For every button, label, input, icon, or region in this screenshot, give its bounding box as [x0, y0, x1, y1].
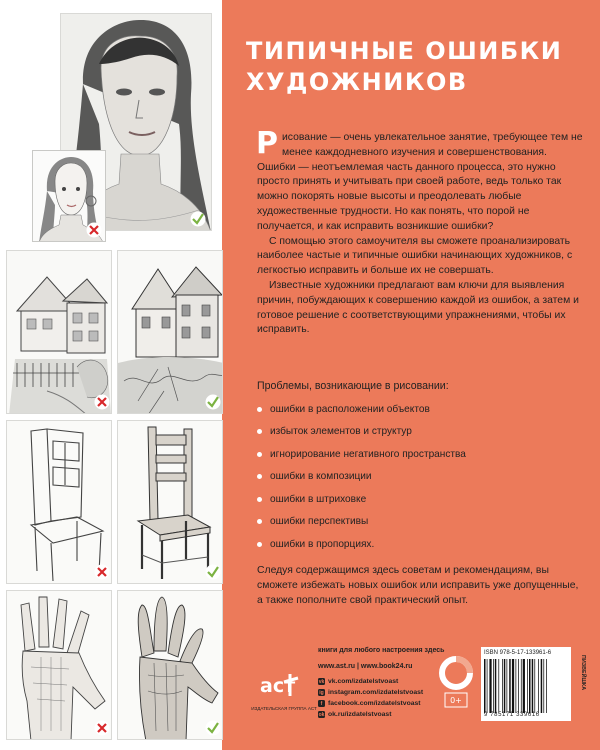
cross-icon: [85, 221, 103, 239]
list-item: ошибки в пропорциях.: [253, 533, 583, 556]
orange-panel: [222, 0, 600, 750]
problems-heading: Проблемы, возникающие в рисовании:: [257, 380, 449, 392]
svg-text:0+: 0+: [450, 696, 462, 705]
instagram-icon: ig: [319, 689, 324, 696]
intro-paragraph-2: С помощью этого самоучителя вы сможете проанализировать наиболее частые и типичные ошибки начинающих художников, с легкостью исправить и больше их не совершать.: [257, 235, 573, 277]
facebook-icon: f: [318, 700, 325, 707]
list-item: избыток элементов и структур: [253, 421, 583, 444]
bullet-icon: [257, 497, 262, 502]
portrait-wrong-drawing: [32, 150, 106, 242]
odnoklassniki-icon: ok: [318, 711, 325, 718]
outro-text: Следуя содержащимся здесь советам и рекомендациям, вы сможете избежать новых ошибок или исправить уже допущенные, а также пополните свой практический опыт.: [257, 565, 579, 606]
publisher-slogan: книги для любого настроения здесь: [318, 647, 445, 654]
list-item: ошибки в композиции: [253, 466, 583, 489]
vk-icon: vk: [318, 678, 325, 685]
book-title: [246, 36, 586, 98]
list-item: ошибки в расположении объектов: [253, 398, 583, 421]
age-rating-badge: [438, 655, 474, 713]
intro-text: [256, 126, 583, 338]
bullet-icon: [257, 452, 262, 457]
bullet-icon: [257, 519, 262, 524]
ast-logo: [260, 668, 306, 700]
check-icon: [204, 563, 222, 581]
bullet-icon: [257, 474, 262, 479]
imprint-name: ПИЗВЕЙШКА: [580, 655, 586, 691]
barcode: [484, 659, 556, 713]
houses-correct-drawing: [117, 250, 223, 414]
svg-text:аст: аст: [260, 675, 296, 697]
check-icon: [204, 719, 222, 737]
barcode-digits: 9 785171 339616: [484, 712, 540, 718]
publisher-sites[interactable]: www.ast.ru | www.book24.ru: [318, 663, 413, 670]
check-icon: [204, 393, 222, 411]
bullet-icon: [257, 407, 262, 412]
intro-paragraph-3: Известные художники предлагают вам ключи для выявления причин, побуждающих к совершению каждой из ошибок, а затем и готовое решение с соответствующими упражнениями, чтобы их исправить.: [257, 279, 579, 336]
social-link-vk[interactable]: vk vk.com/izdatelstvoast: [318, 678, 399, 685]
isbn-number: ISBN 978-5-17-133961-6: [484, 650, 552, 656]
bullet-icon: [257, 429, 262, 434]
chair-correct-drawing: [117, 420, 223, 584]
social-link-ok[interactable]: ok ok.ru/izdatelstvoast: [318, 711, 392, 718]
social-link-facebook[interactable]: f facebook.com/izdatelstvoast: [318, 698, 423, 709]
social-links: [318, 676, 423, 720]
hand-correct-drawing: [117, 590, 223, 740]
drop-cap: Р: [256, 126, 278, 161]
list-item: ошибки перспективы: [253, 511, 583, 534]
cross-icon: [93, 719, 111, 737]
list-item: игнорирование негативного пространства: [253, 443, 583, 466]
list-item: ошибки в штриховке: [253, 488, 583, 511]
title-line-1: ТИПИЧНЫЕ ОШИБКИ: [246, 37, 563, 65]
bullet-icon: [257, 542, 262, 547]
social-link-instagram[interactable]: ig instagram.com/izdatelstvoast: [319, 689, 424, 696]
cross-icon: [93, 563, 111, 581]
intro-paragraph-1: исование — очень увлекательное занятие, требующее тем не менее каждодневного изучения и совершенствования. Ошибки — неотъемлемая часть данного процесса, это нужно просто принять и учитывать при своей работе, ведь только так можно покорять новые высоты и преодолевать любые художественные трудности. Но как понять, что порой не получается, и как исправить возникшие ошибки?: [257, 132, 583, 232]
publisher-name: ИЗДАТЕЛЬСКАЯ ГРУППА АСТ: [251, 706, 317, 711]
houses-wrong-drawing: [6, 250, 112, 414]
hand-wrong-drawing: [6, 590, 112, 740]
cross-icon: [93, 393, 111, 411]
chair-wrong-drawing: [6, 420, 112, 584]
title-line-2: ХУДОЖНИКОВ: [246, 68, 468, 96]
problems-list: [253, 398, 583, 556]
check-icon: [189, 210, 207, 228]
